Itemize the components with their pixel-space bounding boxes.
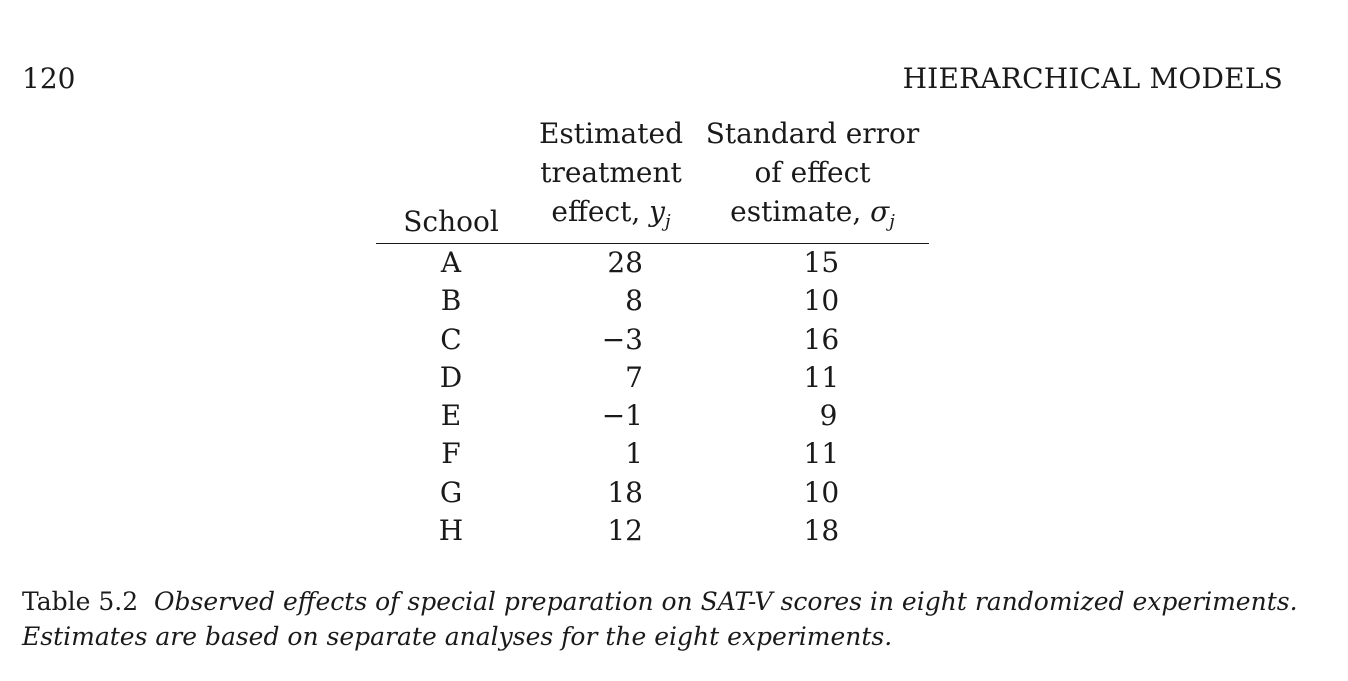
se-cell <box>696 435 929 473</box>
se-value: 16 <box>803 322 840 356</box>
data-table-container <box>376 114 929 550</box>
effect-column-header <box>526 192 696 244</box>
se-value: 11 <box>803 437 840 471</box>
header-cell <box>376 114 526 153</box>
effect-cell <box>526 282 696 320</box>
table-row <box>376 397 929 435</box>
effect-value: 8 <box>625 284 643 318</box>
school-cell: A <box>440 246 462 279</box>
header-cell <box>376 153 526 192</box>
school-cell: B <box>440 284 462 318</box>
effect-value: 12 <box>607 514 643 548</box>
table-row <box>376 321 929 359</box>
header-row <box>376 192 929 244</box>
effect-cell <box>526 512 696 550</box>
table-row <box>376 512 929 550</box>
school-cell: D <box>439 360 463 394</box>
sigma-symbol: σ <box>870 195 890 228</box>
table-row <box>376 244 929 283</box>
se-cell <box>696 282 929 320</box>
table-caption <box>22 584 1322 654</box>
table-header <box>376 114 929 244</box>
se-value: 10 <box>803 475 840 509</box>
se-subscript: j <box>889 211 895 232</box>
se-value: 18 <box>803 514 840 548</box>
se-cell <box>696 397 929 435</box>
effect-cell <box>526 397 696 435</box>
se-value: 10 <box>803 284 840 318</box>
caption-label: Table 5.2 <box>22 587 139 616</box>
se-column-header <box>696 192 929 244</box>
effect-value: −1 <box>601 399 643 433</box>
effect-cell <box>526 474 696 512</box>
se-cell <box>696 359 929 397</box>
se-value: 11 <box>803 360 840 394</box>
se-cell <box>696 244 929 283</box>
school-cell: C <box>440 322 462 356</box>
school-cell: E <box>440 399 462 433</box>
se-value: 15 <box>803 246 840 279</box>
table-row <box>376 359 929 397</box>
table-row <box>376 435 929 473</box>
school-column-header: School <box>376 192 526 244</box>
effect-header-text: effect, <box>551 195 650 228</box>
header-cell: Standard error <box>705 117 920 150</box>
se-cell <box>696 512 929 550</box>
caption-text: Observed effects of special preparation on SAT-V scores in eight randomized experiments. Estimates are based on separate analyses for the eight experiments. <box>22 587 1298 651</box>
table-row <box>376 474 929 512</box>
se-header-text: estimate, <box>730 195 871 228</box>
table-row <box>376 282 929 320</box>
effect-cell <box>526 321 696 359</box>
school-cell: F <box>441 437 461 471</box>
effect-cell <box>526 244 696 283</box>
effect-value: 1 <box>625 437 643 471</box>
effect-cell <box>526 435 696 473</box>
table-body <box>376 244 929 551</box>
se-cell <box>696 321 929 359</box>
se-value: 9 <box>819 399 838 433</box>
school-cell: H <box>438 514 464 548</box>
header-cell: treatment <box>540 156 682 189</box>
effect-value: 7 <box>625 360 643 394</box>
school-effects-table <box>376 114 929 550</box>
effect-subscript: j <box>665 211 671 232</box>
running-title: HIERARCHICAL MODELS <box>902 62 1283 95</box>
page-number: 120 <box>22 62 76 95</box>
header-row <box>376 153 929 192</box>
effect-symbol: y <box>649 195 665 228</box>
header-cell: Estimated <box>538 117 683 150</box>
effect-value: −3 <box>601 322 643 356</box>
effect-cell <box>526 359 696 397</box>
header-cell: of effect <box>754 156 871 189</box>
effect-value: 18 <box>607 475 643 509</box>
effect-value: 28 <box>607 246 643 279</box>
school-cell: G <box>439 475 463 509</box>
header-row <box>376 114 929 153</box>
se-cell <box>696 474 929 512</box>
